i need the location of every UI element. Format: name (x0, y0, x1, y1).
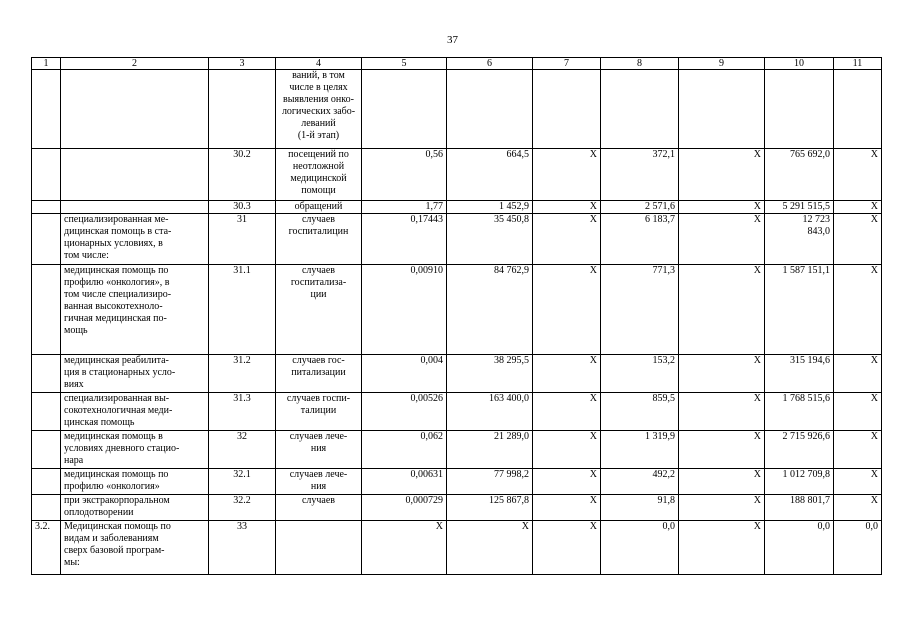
code-cell: 32.1 (209, 469, 276, 495)
col10-cell: 188 801,7 (765, 495, 834, 521)
col9-cell: X (679, 265, 765, 355)
volume-norm-cell (362, 70, 447, 149)
column-header: 4 (276, 58, 362, 70)
code-cell: 32 (209, 431, 276, 469)
column-header: 6 (447, 58, 533, 70)
indicator-cell: при экстракорпоральном оплодотворении (61, 495, 209, 521)
col9-cell: X (679, 149, 765, 201)
cost-norm-cell: 125 867,8 (447, 495, 533, 521)
unit-cell (276, 521, 362, 575)
column-header: 1 (32, 58, 61, 70)
col10-cell: 5 291 515,5 (765, 201, 834, 214)
table-row (32, 393, 882, 431)
indicator-cell (61, 70, 209, 149)
col11-cell: X (834, 214, 882, 265)
row-number-cell (32, 469, 61, 495)
col11-cell: X (834, 265, 882, 355)
col9-cell: X (679, 201, 765, 214)
volume-norm-cell: 0,00526 (362, 393, 447, 431)
row-number-cell (32, 149, 61, 201)
col7-cell: X (533, 201, 601, 214)
unit-cell: случаев госпиталицин (276, 214, 362, 265)
col10-cell: 12 723 843,0 (765, 214, 834, 265)
col8-cell: 0,0 (601, 521, 679, 575)
col9-cell: X (679, 495, 765, 521)
col10-cell (765, 70, 834, 149)
column-header: 8 (601, 58, 679, 70)
code-cell: 31.2 (209, 355, 276, 393)
volume-norm-cell: 0,000729 (362, 495, 447, 521)
code-cell: 31.3 (209, 393, 276, 431)
col7-cell: X (533, 469, 601, 495)
col9-cell: X (679, 393, 765, 431)
code-cell: 30.3 (209, 201, 276, 214)
unit-cell: случаев (276, 495, 362, 521)
col11-cell: X (834, 431, 882, 469)
cost-norm-cell: 84 762,9 (447, 265, 533, 355)
unit-cell: ваний, в том числе в целях выявления онко- логических забо- леваний (1-й этап) (276, 70, 362, 149)
row-number-cell (32, 214, 61, 265)
unit-cell: случаев госпитализа- ции (276, 265, 362, 355)
code-cell: 33 (209, 521, 276, 575)
col9-cell: X (679, 214, 765, 265)
col11-cell: 0,0 (834, 521, 882, 575)
col8-cell: 859,5 (601, 393, 679, 431)
volume-norm-cell: 0,00910 (362, 265, 447, 355)
unit-cell: случаев госпи- талиции (276, 393, 362, 431)
col11-cell: X (834, 201, 882, 214)
indicator-cell: медицинская реабилита- ция в стационарных усло- виях (61, 355, 209, 393)
cost-norm-cell: 21 289,0 (447, 431, 533, 469)
volume-norm-cell: 0,56 (362, 149, 447, 201)
col9-cell: X (679, 469, 765, 495)
column-number-header (32, 58, 882, 70)
table-row (32, 201, 882, 214)
unit-cell: случаев лече- ния (276, 431, 362, 469)
code-cell: 31 (209, 214, 276, 265)
cost-norm-cell: 664,5 (447, 149, 533, 201)
row-number-cell (32, 265, 61, 355)
col11-cell: X (834, 495, 882, 521)
col8-cell: 1 319,9 (601, 431, 679, 469)
table-row (32, 431, 882, 469)
row-number-cell (32, 431, 61, 469)
col9-cell: X (679, 431, 765, 469)
row-number-cell (32, 355, 61, 393)
col10-cell: 2 715 926,6 (765, 431, 834, 469)
col8-cell: 91,8 (601, 495, 679, 521)
volume-norm-cell: X (362, 521, 447, 575)
volume-norm-cell: 1,77 (362, 201, 447, 214)
volume-norm-cell: 0,17443 (362, 214, 447, 265)
col7-cell: X (533, 431, 601, 469)
column-header: 11 (834, 58, 882, 70)
row-number-cell (32, 70, 61, 149)
col10-cell: 315 194,6 (765, 355, 834, 393)
unit-cell: посещений по неотложной медицинской помощи (276, 149, 362, 201)
indicator-cell: специализированная вы- сокотехнологичная меди- цинская помощь (61, 393, 209, 431)
indicator-cell: специализированная ме- дицинская помощь в ста- ционарных условиях, в том числе: (61, 214, 209, 265)
indicator-cell: медицинская помощь по профилю «онкология», в том числе специализиро- ванная высокотехноло- гичная медицинская по- мощь (61, 265, 209, 355)
unit-cell: случаев гос- питализации (276, 355, 362, 393)
col8-cell: 2 571,6 (601, 201, 679, 214)
indicator-cell: медицинская помощь в условиях дневного стацио- нара (61, 431, 209, 469)
column-header: 3 (209, 58, 276, 70)
cost-norm-cell: 38 295,5 (447, 355, 533, 393)
data-table (31, 57, 882, 575)
col9-cell: X (679, 355, 765, 393)
unit-cell: обращений (276, 201, 362, 214)
col8-cell: 492,2 (601, 469, 679, 495)
table-row (32, 149, 882, 201)
col10-cell: 1 587 151,1 (765, 265, 834, 355)
unit-cell: случаев лече- ния (276, 469, 362, 495)
col10-cell: 0,0 (765, 521, 834, 575)
code-cell: 30.2 (209, 149, 276, 201)
row-number-cell (32, 201, 61, 214)
table-row (32, 521, 882, 575)
col7-cell: X (533, 265, 601, 355)
col8-cell: 6 183,7 (601, 214, 679, 265)
code-cell (209, 70, 276, 149)
cost-norm-cell: 35 450,8 (447, 214, 533, 265)
table-row (32, 214, 882, 265)
column-header: 7 (533, 58, 601, 70)
col7-cell (533, 70, 601, 149)
table-row (32, 70, 882, 149)
table-row (32, 265, 882, 355)
row-number-cell (32, 393, 61, 431)
row-number-cell: 3.2. (32, 521, 61, 575)
col8-cell: 771,3 (601, 265, 679, 355)
col7-cell: X (533, 149, 601, 201)
indicator-cell: медицинская помощь по профилю «онкология» (61, 469, 209, 495)
table-row (32, 469, 882, 495)
col10-cell: 1 012 709,8 (765, 469, 834, 495)
indicator-cell (61, 201, 209, 214)
code-cell: 31.1 (209, 265, 276, 355)
col11-cell: X (834, 355, 882, 393)
col7-cell: X (533, 521, 601, 575)
col8-cell: 153,2 (601, 355, 679, 393)
col10-cell: 1 768 515,6 (765, 393, 834, 431)
cost-norm-cell: 1 452,9 (447, 201, 533, 214)
col7-cell: X (533, 355, 601, 393)
cost-norm-cell: 77 998,2 (447, 469, 533, 495)
col8-cell (601, 70, 679, 149)
column-header: 5 (362, 58, 447, 70)
table-row (32, 495, 882, 521)
col7-cell: X (533, 214, 601, 265)
indicator-cell: Медицинская помощь по видам и заболеваниям сверх базовой програм- мы: (61, 521, 209, 575)
col11-cell (834, 70, 882, 149)
column-header: 9 (679, 58, 765, 70)
col10-cell: 765 692,0 (765, 149, 834, 201)
indicator-cell (61, 149, 209, 201)
volume-norm-cell: 0,062 (362, 431, 447, 469)
col8-cell: 372,1 (601, 149, 679, 201)
col11-cell: X (834, 393, 882, 431)
col7-cell: X (533, 393, 601, 431)
row-number-cell (32, 495, 61, 521)
col11-cell: X (834, 149, 882, 201)
col9-cell (679, 70, 765, 149)
cost-norm-cell: 163 400,0 (447, 393, 533, 431)
column-header: 10 (765, 58, 834, 70)
volume-norm-cell: 0,00631 (362, 469, 447, 495)
cost-norm-cell (447, 70, 533, 149)
col11-cell: X (834, 469, 882, 495)
cost-norm-cell: X (447, 521, 533, 575)
page-number: 37 (447, 34, 458, 46)
volume-norm-cell: 0,004 (362, 355, 447, 393)
table-row (32, 355, 882, 393)
col9-cell: X (679, 521, 765, 575)
column-header: 2 (61, 58, 209, 70)
code-cell: 32.2 (209, 495, 276, 521)
col7-cell: X (533, 495, 601, 521)
